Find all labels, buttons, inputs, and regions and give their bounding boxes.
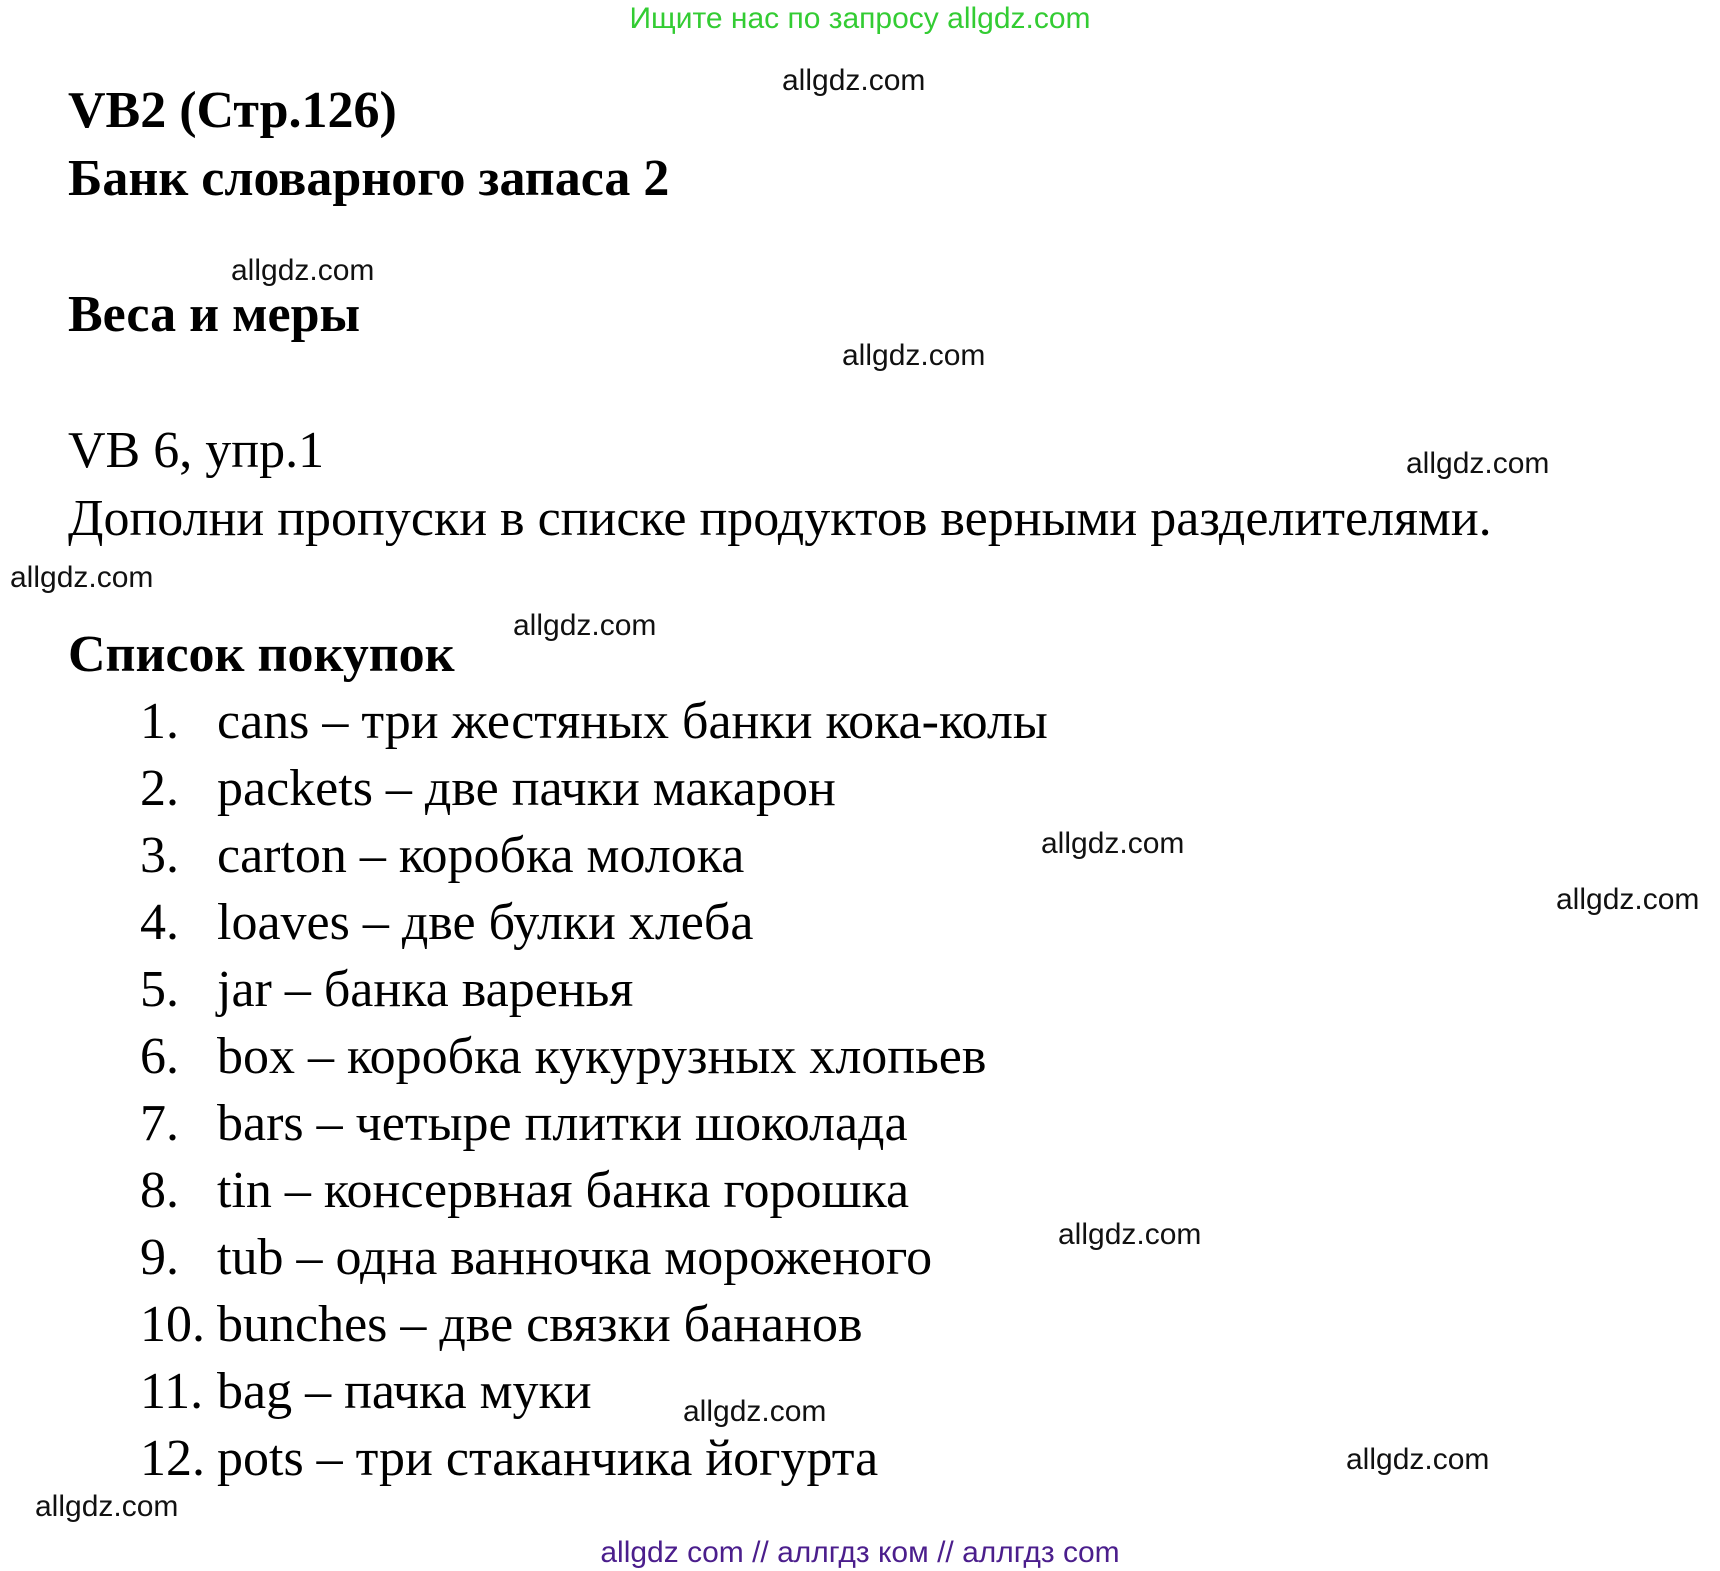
item-number: 8. [140,1162,179,1219]
item-number: 11. [140,1363,204,1420]
item-text: packets – две пачки макарон [217,760,836,817]
item-text: pots – три стаканчика йогурта [217,1430,879,1487]
watermark: allgdz.com [35,1490,179,1523]
list-item [140,822,1048,889]
list-item [140,1090,1048,1157]
exercise-code: VB 6, упр.1 [68,422,325,479]
watermark: allgdz.com [1406,447,1550,480]
item-text: box – коробка кукурузных хлопьев [217,1028,987,1085]
bottom-banner: allgdz com // аллгдз ком // аллгдз com [600,1536,1120,1569]
watermark: allgdz.com [513,609,657,642]
watermark: allgdz.com [231,254,375,287]
item-text: carton – коробка молока [217,827,745,884]
topic-title: Веса и меры [68,286,361,343]
item-number: 10. [140,1296,205,1353]
watermark: allgdz.com [842,339,986,372]
item-text: tub – одна ванночка мороженого [217,1229,933,1286]
watermark: allgdz.com [1346,1443,1490,1476]
item-number: 7. [140,1095,179,1152]
list-item [140,688,1048,755]
item-number: 6. [140,1028,179,1085]
list-item [140,1358,1048,1425]
watermark: allgdz.com [1556,883,1700,916]
watermark: allgdz.com [1041,827,1185,860]
item-text: tin – консервная банка горошка [217,1162,910,1219]
item-text: jar – банка варенья [217,961,634,1018]
list-item [140,956,1048,1023]
top-banner: Ищите нас по запросу allgdz.com [629,2,1091,35]
item-text: bag – пачка муки [217,1363,592,1420]
item-number: 5. [140,961,179,1018]
list-item [140,1023,1048,1090]
watermark: allgdz.com [683,1395,827,1428]
item-number: 4. [140,894,179,951]
list-title: Список покупок [68,626,455,683]
instruction: Дополни пропуски в списке продуктов верными разделителями. [68,490,1492,547]
item-number: 9. [140,1229,179,1286]
item-number: 1. [140,693,179,750]
list-item [140,1425,1048,1492]
watermark: allgdz.com [1058,1218,1202,1251]
list-item [140,1291,1048,1358]
item-number: 12. [140,1430,205,1487]
item-text: cans – три жестяных банки кока-колы [217,693,1048,750]
list-item [140,1157,1048,1224]
watermark: allgdz.com [10,561,154,594]
watermark: allgdz.com [782,64,926,97]
section-code: VB2 (Стр.126) [68,82,397,139]
shopping-list [140,688,1048,1492]
list-item [140,755,1048,822]
item-text: bunches – две связки бананов [217,1296,863,1353]
list-item [140,889,1048,956]
item-number: 3. [140,827,179,884]
item-number: 2. [140,760,179,817]
item-text: bars – четыре плитки шоколада [217,1095,908,1152]
list-item [140,1224,1048,1291]
item-text: loaves – две булки хлеба [217,894,754,951]
section-title: Банк словарного запаса 2 [68,150,670,207]
